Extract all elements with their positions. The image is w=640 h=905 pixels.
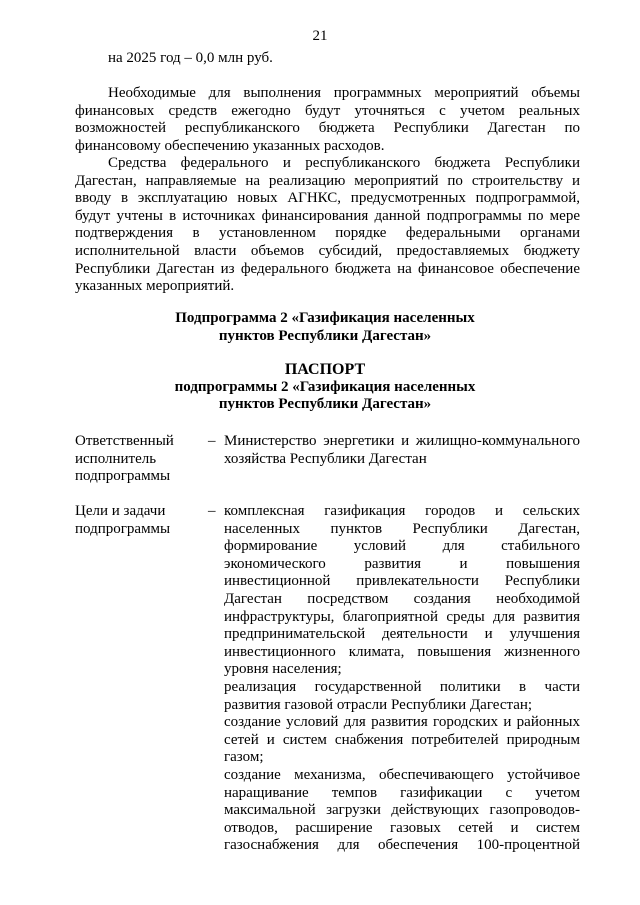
federal-paragraph: Средства федерального и республиканского бюджета Республики Дагестан, направляемые на реализацию мероприятий по строительству и вводу в эксплуатацию новых АГНКС, предусмотренных подпрограммой, будут учтены в источниках финансирования данной подпрограммы по мере подтверждения в установленном порядке федеральными органами исполнительной власти объемов субсидий, предоставляемых бюджету Республики Дагестан из федерального бюджета на финансовое обеспечение указанных мероприятий. [75, 155, 580, 295]
passport-title-line-1: подпрограммы 2 «Газификация населенных [174, 378, 476, 395]
goals-label: Цели и задачи подпрограммы [75, 503, 171, 537]
executor-dash: – [208, 433, 216, 449]
passport-title-line-2: пунктов Республики Дагестан» [218, 396, 432, 413]
passport-heading: ПАСПОРТ [284, 361, 366, 378]
goals-item: создание механизма, обеспечивающего устойчивое наращивание темпов газификации с учетом максимальной загрузки действующих газопроводов-отводов, расширение газовых сетей и систем газоснабжения для обеспечения 100-процентной [224, 766, 580, 854]
subprogram-title-line-2: пунктов Республики Дагестан» [218, 327, 432, 344]
funding-2025-line: на 2025 год – 0,0 млн руб. [108, 50, 273, 66]
volumes-paragraph: Необходимые для выполнения программных мероприятий объемы финансовых средств ежегодно будут уточняться с учетом реальных возможностей республиканского бюджета Республики Дагестан по финансовому обеспечению указанных расходов. [75, 85, 580, 154]
goals-item: комплексная газификация городов и сельских населенных пунктов Республики Дагестан, формирование условий для стабильного экономического развития и повышения инвестиционной привлекательности Республики Дагестан посредством создания необходимой инфраструктуры, благоприятной среды для развития предпринимательской деятельности и улучшения инвестиционного климата, повышения жизненного уровня населения; [224, 503, 580, 678]
executor-label: Ответственный исполнитель подпрограммы [75, 433, 174, 485]
intro-section [75, 50, 580, 68]
subprogram-title-line-1: Подпрограмма 2 «Газификация населенных [175, 310, 475, 326]
goals-dash: – [208, 503, 216, 519]
page-number: 21 [312, 28, 328, 44]
goals-item: реализация государственной политики в части развития газовой отрасли Республики Дагестан; [224, 678, 580, 713]
executor-value: Министерство энергетики и жилищно-коммунального хозяйства Республики Дагестан [224, 433, 580, 467]
goals-list [224, 503, 580, 855]
federal-paragraph-block [75, 155, 580, 296]
goals-item: создание условий для развития городских и районных сетей и систем снабжения потребителей природным газом; [224, 714, 580, 766]
volumes-paragraph-block [75, 85, 580, 155]
subprogram-title [0, 310, 640, 345]
passport-title [0, 361, 640, 414]
